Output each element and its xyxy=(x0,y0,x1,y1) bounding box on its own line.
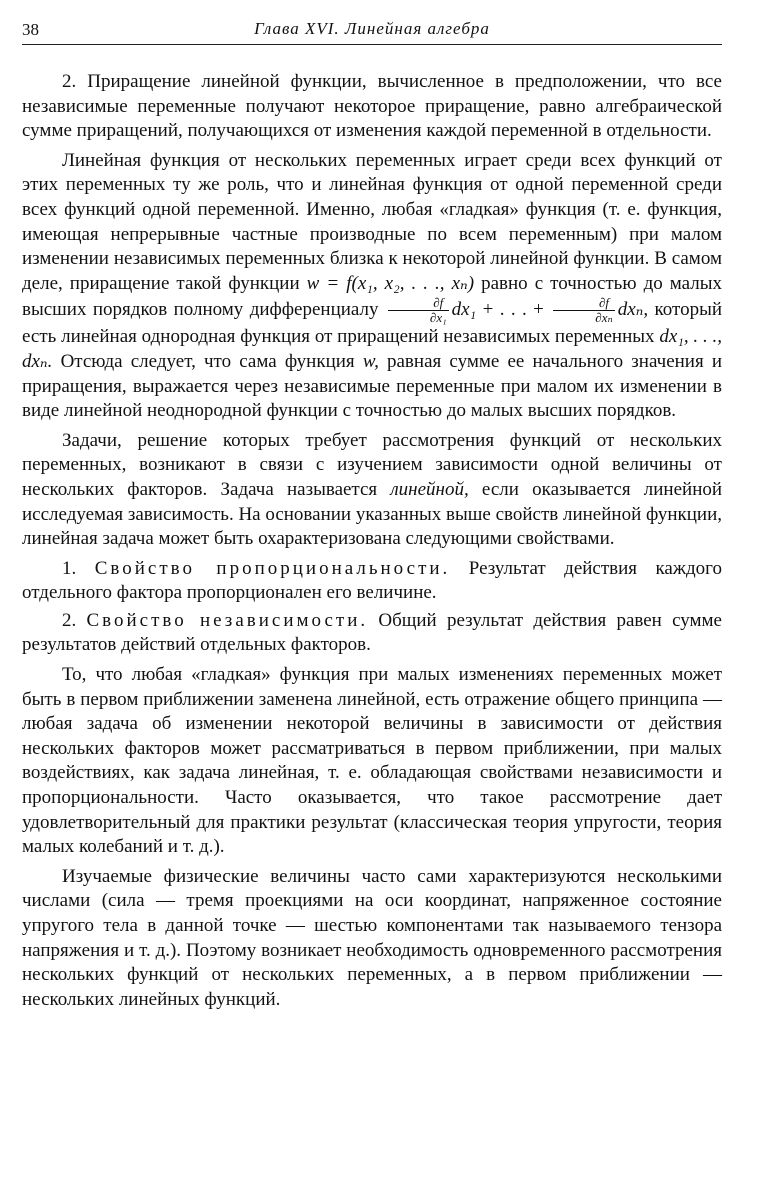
body-text xyxy=(22,70,722,1017)
paragraph-7: Изучаемые физические величины часто сами характеризуются несколькими числами (сила — тремя проекциями на оси координат, напряженное состояние упругого тела в данной точке — шестью компонентами так называемого тензора напряжения и т. д.). Поэтому возникает необходимость одновременного рассмотрения нескольких функций от нескольких переменных, а в первом приближении — нескольких линейных функций. xyxy=(22,865,722,1010)
formula-w: w, xyxy=(362,350,379,372)
plus-dots: + . . . + xyxy=(482,299,544,321)
paragraph-2 xyxy=(22,149,722,424)
frac-2-numerator: ∂f xyxy=(553,296,614,311)
partial-fraction-2 xyxy=(553,296,614,325)
frac-1-denominator: ∂x₁ xyxy=(429,310,447,326)
property-2-number: 2. xyxy=(62,609,77,631)
property-2-text: Общий результат действия равен сумме результатов действий отдельных факторов. xyxy=(22,609,722,656)
emphasis-linear: линейной, xyxy=(390,478,469,500)
property-1-term: Свойство пропорциональности. xyxy=(94,557,451,579)
paragraph-2-text-b: равно с точностью до малых высших порядков полному дифференциалу xyxy=(22,272,723,321)
formula-variables: dx₁, . . ., dxₙ. xyxy=(22,326,722,372)
paragraph-6: То, что любая «гладкая» функция при малых изменениях переменных может быть в первом приближении заменена линейной, есть отражение общего принципа — любая задача об изменении некоторой величины в зависимости от действия нескольких факторов может рассматриваться в первом приближении, при малых воздействиях, как задача линейная, т. е. обладающая свойствами независимости и пропорциональности. Часто оказывается, что такое рассмотрение дает удовлетворительный для практики результат (классическая теория упругости, теория малых колебаний и т. д.). xyxy=(22,664,722,858)
formula-function: w = f(x₁, x₂, . . ., xₙ) xyxy=(306,272,475,294)
property-1 xyxy=(22,557,722,606)
property-2-term: Свойство независимости. xyxy=(86,609,369,631)
running-head: Глава XVI. Линейная алгебра xyxy=(254,19,490,38)
partial-fraction-1 xyxy=(388,296,449,325)
property-1-number: 1. xyxy=(62,557,77,579)
page-header xyxy=(22,14,722,45)
paragraph-3-text-b: если оказывается линейной исследуемая зависимость. На основании указанных выше свойств линейной функции, линейная задача может быть охарактеризована следующими свойствами. xyxy=(22,478,723,550)
differential-dxn: dxₙ, xyxy=(617,299,649,321)
paragraph-2-text-a: Линейная функция от нескольких переменных играет среди всех функций от этих переменных ту же роль, что и линейная функция от одной переменной среди всех функций одной переменной. Именно, любая «гладкая» функция (т. е. функция, имеющая непрерывные частные производные по всем переменным) при малом изменении независимых переменных близка к некоторой линейной функции. В самом деле, приращение такой функции xyxy=(22,149,722,294)
paragraph-2-text-d: Отсюда следует, что сама функция xyxy=(60,350,355,372)
frac-1-numerator: ∂f xyxy=(388,296,449,311)
differential-dx1: dx₁ xyxy=(451,299,477,321)
property-2 xyxy=(22,609,722,658)
paragraph-1: 2. Приращение линейной функции, вычисленное в предположении, что все независимые переменные получают некоторое приращение, равно алгебраической сумме приращений, получающихся от изменения каждой переменной в отдельности. xyxy=(22,71,722,142)
frac-2-denominator: ∂xₙ xyxy=(595,310,613,326)
paragraph-3-text-a: Задачи, решение которых требует рассмотрения функций от нескольких переменных, возникают в связи с изучением зависимости одной величины от нескольких факторов. Задача называется xyxy=(22,429,722,500)
paragraph-2-text-e: равная сумме ее начального значения и приращения, выражается через независимые переменные при малом их изменении в виде линейной неоднородной функции с точностью до малых высших порядков. xyxy=(22,350,723,422)
property-1-text: Результат действия каждого отдельного фактора пропорционален его величине. xyxy=(22,557,722,604)
page-number: 38 xyxy=(22,20,39,39)
paragraph-2-text-c: который есть линейная однородная функция от приращений независимых переменных xyxy=(22,299,723,348)
paragraph-3 xyxy=(22,429,722,552)
